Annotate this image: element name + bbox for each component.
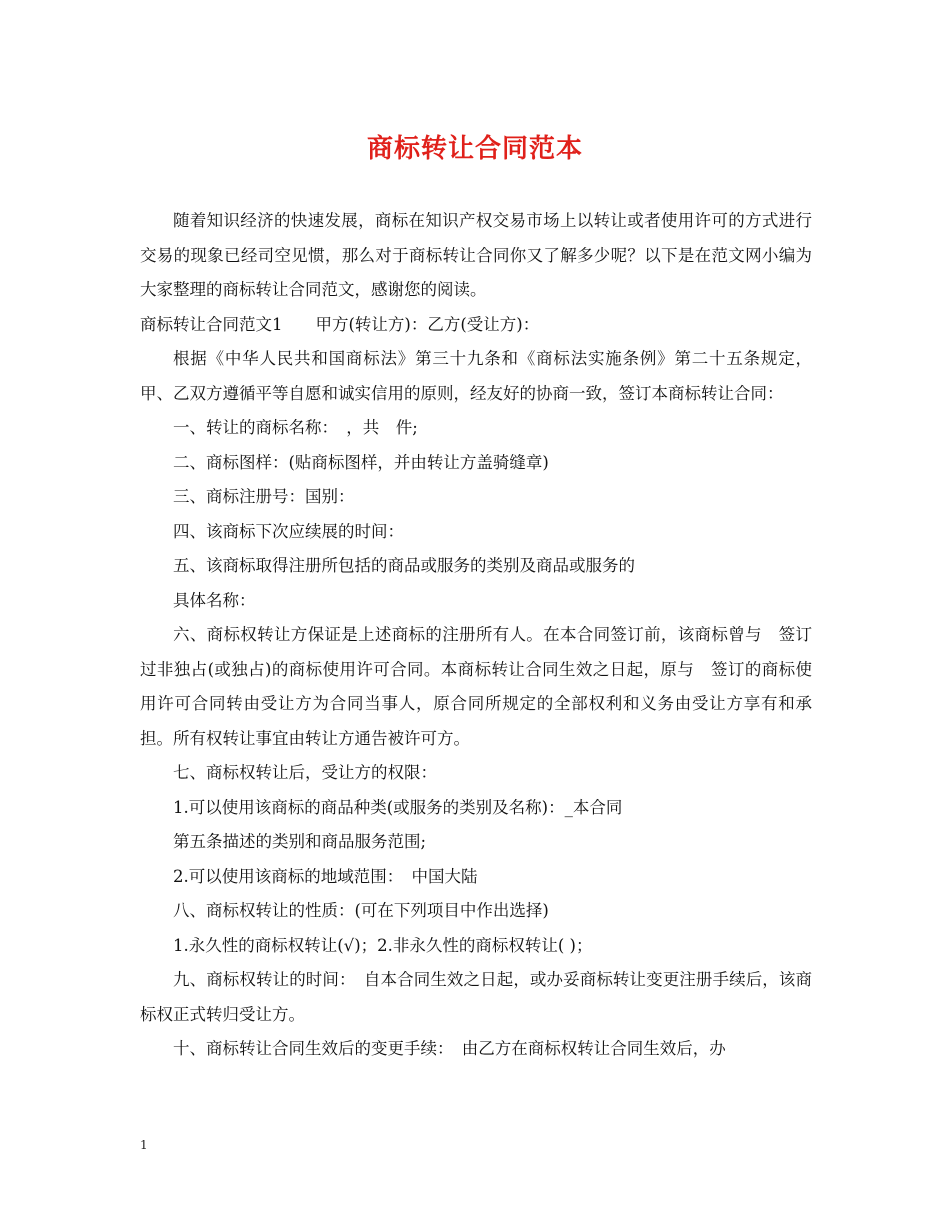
paragraph: 二、商标图样：(贴商标图样，并由转让方盖骑缝章) <box>173 452 549 472</box>
document-body <box>140 204 812 1067</box>
paragraph: 商标转让合同范文1 甲方(转让方)：乙方(受让方)： <box>140 314 540 334</box>
paragraph: 五、该商标取得注册所包括的商品或服务的类别及商品或服务的 <box>173 556 635 575</box>
paragraph: 一、转让的商标名称： ，共 件; <box>173 418 418 437</box>
paragraph: 第五条描述的类别和商品服务范围; <box>173 832 427 851</box>
paragraph: 八、商标权转让的性质：(可在下列项目中作出选择) <box>173 901 549 920</box>
paragraph: 根据《中华人民共和国商标法》第三十九条和《商标法实施条例》第二十五条规定，甲、乙双方遵循平等自愿和诚实信用的原则，经友好的协商一致，签订本商标转让合同： <box>140 349 812 403</box>
paragraph: 1.可以使用该商标的商品种类(或服务的类别及名称)：_本合同 <box>173 797 623 817</box>
paragraph: 九、商标权转让的时间： 自本合同生效之日起，或办妥商标转让变更注册手续后，该商标权正式转归受让方。 <box>140 970 812 1024</box>
paragraph: 四、该商标下次应续展的时间： <box>173 521 404 541</box>
paragraph: 十、商标转让合同生效后的变更手续： 由乙方在商标权转让合同生效后，办 <box>173 1039 726 1058</box>
paragraph: 2.可以使用该商标的地域范围： 中国大陆 <box>173 866 478 886</box>
document-title: 商标转让合同范本 <box>366 134 583 164</box>
paragraph: 随着知识经济的快速发展，商标在知识产权交易市场上以转让或者使用许可的方式进行交易的现象已经司空见惯，那么对于商标转让合同你又了解多少呢？以下是在范文网小编为大家整理的商标转让合同范文，感谢您的阅读。 <box>140 211 812 299</box>
paragraph: 七、商标权转让后，受让方的权限： <box>173 763 437 782</box>
paragraph: 1.永久性的商标权转让(√)；2.非永久性的商标权转让( )； <box>173 935 593 955</box>
paragraph: 三、商标注册号：国别： <box>173 487 355 506</box>
paragraph: 六、商标权转让方保证是上述商标的注册所有人。在本合同签订前，该商标曾与 签订过非独占(或独占)的商标使用许可合同。本商标转让合同生效之日起，原与 签订的商标使用许可合同转由受让方为合同当事人，原合同所规定的全部权利和义务由受让方享有和承担。所有权转让事宜由转让方通告被许可方。 <box>140 625 812 748</box>
page-number: 1 <box>140 1138 148 1152</box>
paragraph: 具体名称： <box>173 590 256 610</box>
